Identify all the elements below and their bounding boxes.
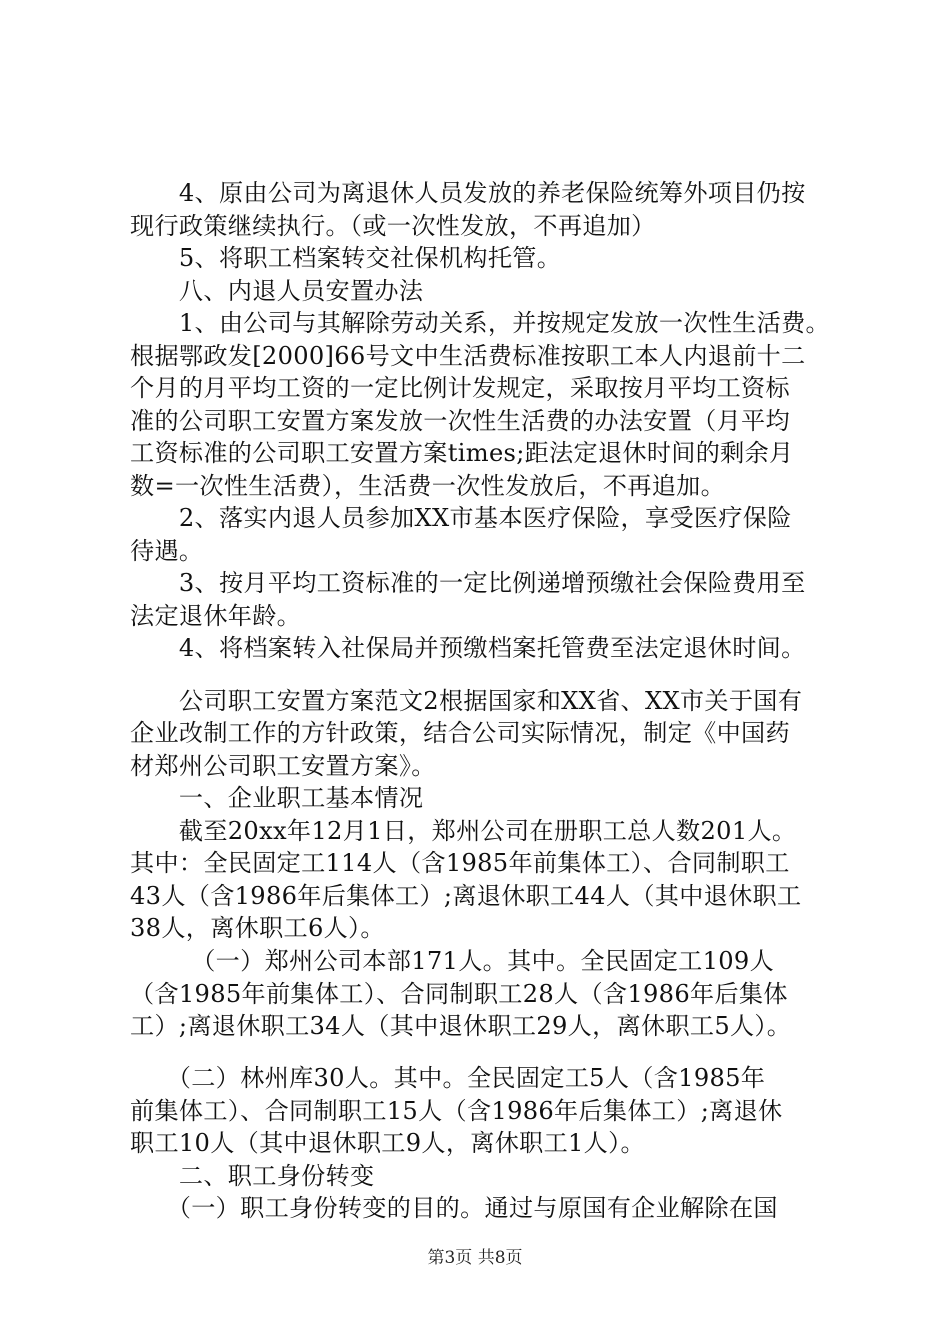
text-line: 工资标准的公司职工安置方案times;距法定退休时间的剩余月 (130, 439, 794, 468)
section-heading: 八、内退人员安置办法 (130, 276, 424, 305)
text-line: 职工10人（其中退休职工9人，离休职工1人）。 (130, 1129, 645, 1158)
text-line: 5、将职工档案转交社保机构托管。 (130, 244, 562, 273)
text-line: 公司职工安置方案范文2根据国家和XX省、XX市关于国有 (130, 686, 803, 715)
text-line: 1、由公司与其解除劳动关系，并按规定发放一次性生活费。 (130, 309, 830, 338)
text-line: （二）林州库30人。其中。全民固定工5人（含1985年 (130, 1064, 766, 1093)
text-line: 4、将档案转入社保局并预缴档案托管费至法定退休时间。 (130, 634, 806, 663)
text-line: 准的公司职工安置方案发放一次性生活费的办法安置（月平均 (130, 406, 790, 435)
text-line: 待遇。 (130, 536, 204, 565)
text-line: 截至20xx年12月1日，郑州公司在册职工总人数201人。 (130, 816, 797, 845)
text-line: （一）职工身份转变的目的。通过与原国有企业解除在国 (130, 1194, 778, 1223)
text-line: 38人，离休职工6人）。 (130, 914, 385, 943)
text-line: 3、按月平均工资标准的一定比例递增预缴社会保险费用至 (130, 569, 806, 598)
text-line: 个月的月平均工资的一定比例计发规定，采取按月平均工资标 (130, 374, 790, 403)
text-line: 工）;离退休职工34人（其中退休职工29人，离休职工5人）。 (130, 1012, 792, 1041)
text-line: 材郑州公司职工安置方案》。 (130, 751, 436, 780)
page-footer: 第3页 共8页 (427, 1248, 523, 1268)
text-line: 其中：全民固定工114人（含1985年前集体工）、合同制职工 (130, 849, 790, 878)
text-line: 法定退休年龄。 (130, 601, 302, 630)
text-line: 企业改制工作的方针政策，结合公司实际情况，制定《中国药 (130, 719, 790, 748)
text-line: 2、落实内退人员参加XX市基本医疗保险，享受医疗保险 (130, 504, 792, 533)
section-heading: 二、职工身份转变 (130, 1161, 375, 1190)
text-line: 根据鄂政发[2000]66号文中生活费标准按职工本人内退前十二 (130, 341, 806, 370)
text-line: 4、原由公司为离退休人员发放的养老保险统筹外项目仍按 (130, 179, 806, 207)
text-line: （含1985年前集体工）、合同制职工28人（含1986年后集体 (130, 979, 788, 1008)
text-line: 43人（含1986年后集体工）;离退休职工44人（其中退休职工 (130, 881, 802, 910)
text-line: （一）郑州公司本部171人。其中。全民固定工109人 (130, 947, 775, 975)
section-heading: 一、企业职工基本情况 (130, 784, 424, 813)
text-line: 数=一次性生活费），生活费一次性发放后，不再追加。 (130, 471, 726, 500)
text-line: 现行政策继续执行。（或一次性发放，不再追加） (130, 211, 656, 240)
text-line: 前集体工）、合同制职工15人（含1986年后集体工）;离退休 (130, 1096, 783, 1125)
